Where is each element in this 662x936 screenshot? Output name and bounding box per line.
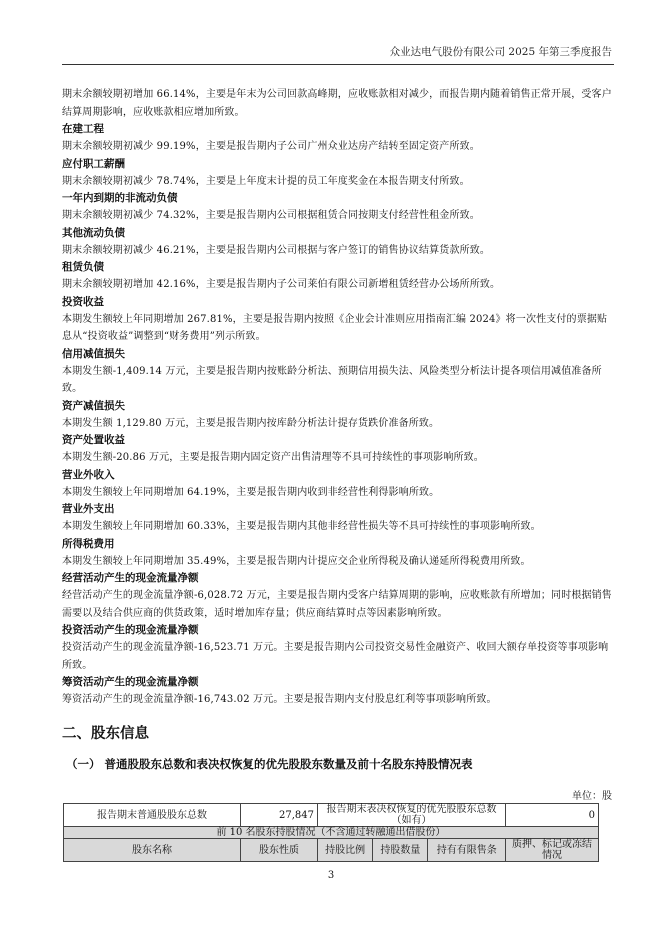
- subsection-heading: （一） 普通股股东总数和表决权恢复的优先股股东数量及前十名股东持股情况表: [66, 757, 473, 771]
- analysis-section: [62, 259, 614, 294]
- table-cell: 0: [505, 804, 598, 827]
- table-cell: 报告期末普通股股东总数: [64, 804, 241, 827]
- header-divider: [62, 64, 614, 65]
- section-title: 应付职工薪酬: [62, 157, 125, 170]
- table-row: [64, 827, 599, 839]
- analysis-section: [62, 346, 614, 398]
- section-paragraph: 经营活动产生的现金流量净额-6,028.72 万元，主要是报告期内受客户结算周期的影响，应收账款有所增加；同时根据销售需要以及结合供应商的供货政策，适时增加库存量；供应商结算时点等因素影响所致。: [62, 590, 612, 619]
- table-cell: 27,847: [241, 804, 318, 827]
- column-header: 质押、标记或冻结情况: [505, 839, 598, 862]
- analysis-section: [62, 225, 614, 260]
- table-cell: 前 10 名股东持股情况（不含通过转融通出借股份）: [64, 827, 599, 839]
- section-title: 信用减值损失: [62, 347, 125, 360]
- section-paragraph: 本期发生额-20.86 万元，主要是报告期内固定资产出售清理等不具可持续性的事项影响所致。: [62, 452, 484, 463]
- section-paragraph: 本期发生额较上年同期增加 35.49%，主要是报告期内计提应交企业所得税及确认递延所得税费用所致。: [62, 555, 531, 567]
- page-header: 众业达电气股份有限公司 2025 年第三季度报告: [389, 46, 612, 58]
- section-title: 投资活动产生的现金流量净额: [62, 624, 199, 636]
- table-row: [64, 804, 599, 827]
- section-title: 投资收益: [62, 295, 104, 308]
- section-paragraph: 筹资活动产生的现金流量净额-16,743.02 万元。主要是报告期内支付股息红利等事项影响所致。: [62, 694, 497, 705]
- column-header: 持股比例: [318, 839, 373, 862]
- column-header: 持股数量: [373, 839, 428, 862]
- table-cell: 报告期末表决权恢复的优先股股东总数（如有）: [318, 804, 506, 827]
- section-title: 所得税费用: [62, 537, 115, 550]
- section-paragraph: 期末余额较期初减少 46.21%，主要是报告期内公司根据与客户签订的销售协议结算货款所致。: [62, 244, 491, 256]
- analysis-section: [62, 570, 614, 622]
- analysis-section: [62, 398, 614, 433]
- section-paragraph: 本期发生额 1,129.80 万元，主要是报告期内按库龄分析法计提存货跌价准备所致。: [62, 417, 440, 429]
- section-heading: 二、股东信息: [62, 726, 149, 742]
- analysis-section: [62, 86, 614, 121]
- analysis-section: [62, 536, 614, 571]
- page-number: 3: [327, 870, 335, 881]
- section-title: 经营活动产生的现金流量净额: [62, 572, 199, 584]
- analysis-section: [62, 432, 614, 467]
- table-header-row: [64, 839, 599, 862]
- column-header: 股东性质: [241, 839, 318, 862]
- analysis-section: [62, 190, 614, 225]
- section-title: 资产减值损失: [62, 399, 125, 412]
- unit-label: 单位：股: [572, 791, 612, 802]
- section-paragraph: 本期发生额较上年同期增加 64.19%，主要是报告期内收到非经营性利得影响所致。: [62, 486, 440, 498]
- section-title: 一年内到期的非流动负债: [62, 192, 178, 204]
- section-paragraph: 投资活动产生的现金流量净额-16,523.71 万元。主要是报告期内公司投资交易性金融资产、收回大额存单投资等事项影响所致。: [62, 642, 609, 671]
- analysis-section: [62, 156, 614, 191]
- section-title: 其他流动负债: [62, 226, 125, 239]
- section-paragraph: 期末余额较期初增加 42.16%，主要是报告期内子公司莱伯有限公司新增租赁经营办公场所所致。: [62, 279, 501, 290]
- section-title: 租赁负债: [62, 261, 104, 273]
- section-paragraph: 期末余额较期初减少 74.32%，主要是报告期内公司根据租赁合同按期支付经营性租金所致。: [62, 210, 480, 221]
- section-paragraph: 本期发生额较上年同期增加 267.81%，主要是报告期内按照《企业会计准则应用指南汇编 2024》将一次性支付的票据贴息从“投资收益”调整到“财务费用”列示所致。: [62, 313, 608, 342]
- section-title: 营业外收入: [62, 468, 115, 481]
- section-title: 在建工程: [62, 123, 104, 135]
- shareholder-table: [63, 803, 599, 862]
- analysis-section: [62, 121, 614, 156]
- analysis-section: [62, 294, 614, 346]
- section-paragraph: 期末余额较期初减少 99.19%，主要是报告期内子公司广州众业达房产结转至固定资产所致。: [62, 141, 480, 152]
- section-title: 资产处置收益: [62, 434, 125, 446]
- section-paragraph: 本期发生额较上年同期增加 60.33%，主要是报告期内其他非经营性损失等不具可持续性的事项影响所致。: [62, 521, 541, 532]
- section-paragraph: 期末余额较期初减少 78.74%，主要是上年度末计提的员工年度奖金在本报告期支付所致。: [62, 175, 470, 187]
- analysis-section: [62, 467, 614, 502]
- column-header: 股东名称: [64, 839, 241, 862]
- analysis-section: [62, 501, 614, 536]
- analysis-section: [62, 622, 614, 674]
- analysis-section: [62, 674, 614, 709]
- section-paragraph: 期末余额较期初增加 66.14%，主要是年末为公司回款高峰期，应收账款相对减少，而报告期内随着销售正常开展，受客户结算周期影响，应收账款相应增加所致。: [62, 89, 612, 118]
- document-body: [62, 86, 614, 709]
- column-header: 持有有限售条: [428, 839, 505, 862]
- section-paragraph: 本期发生额-1,409.14 万元，主要是报告期内按账龄分析法、预期信用损失法、风险类型分析法计提各项信用减值准备所致。: [62, 365, 602, 394]
- section-title: 营业外支出: [62, 503, 115, 515]
- section-title: 筹资活动产生的现金流量净额: [62, 676, 199, 688]
